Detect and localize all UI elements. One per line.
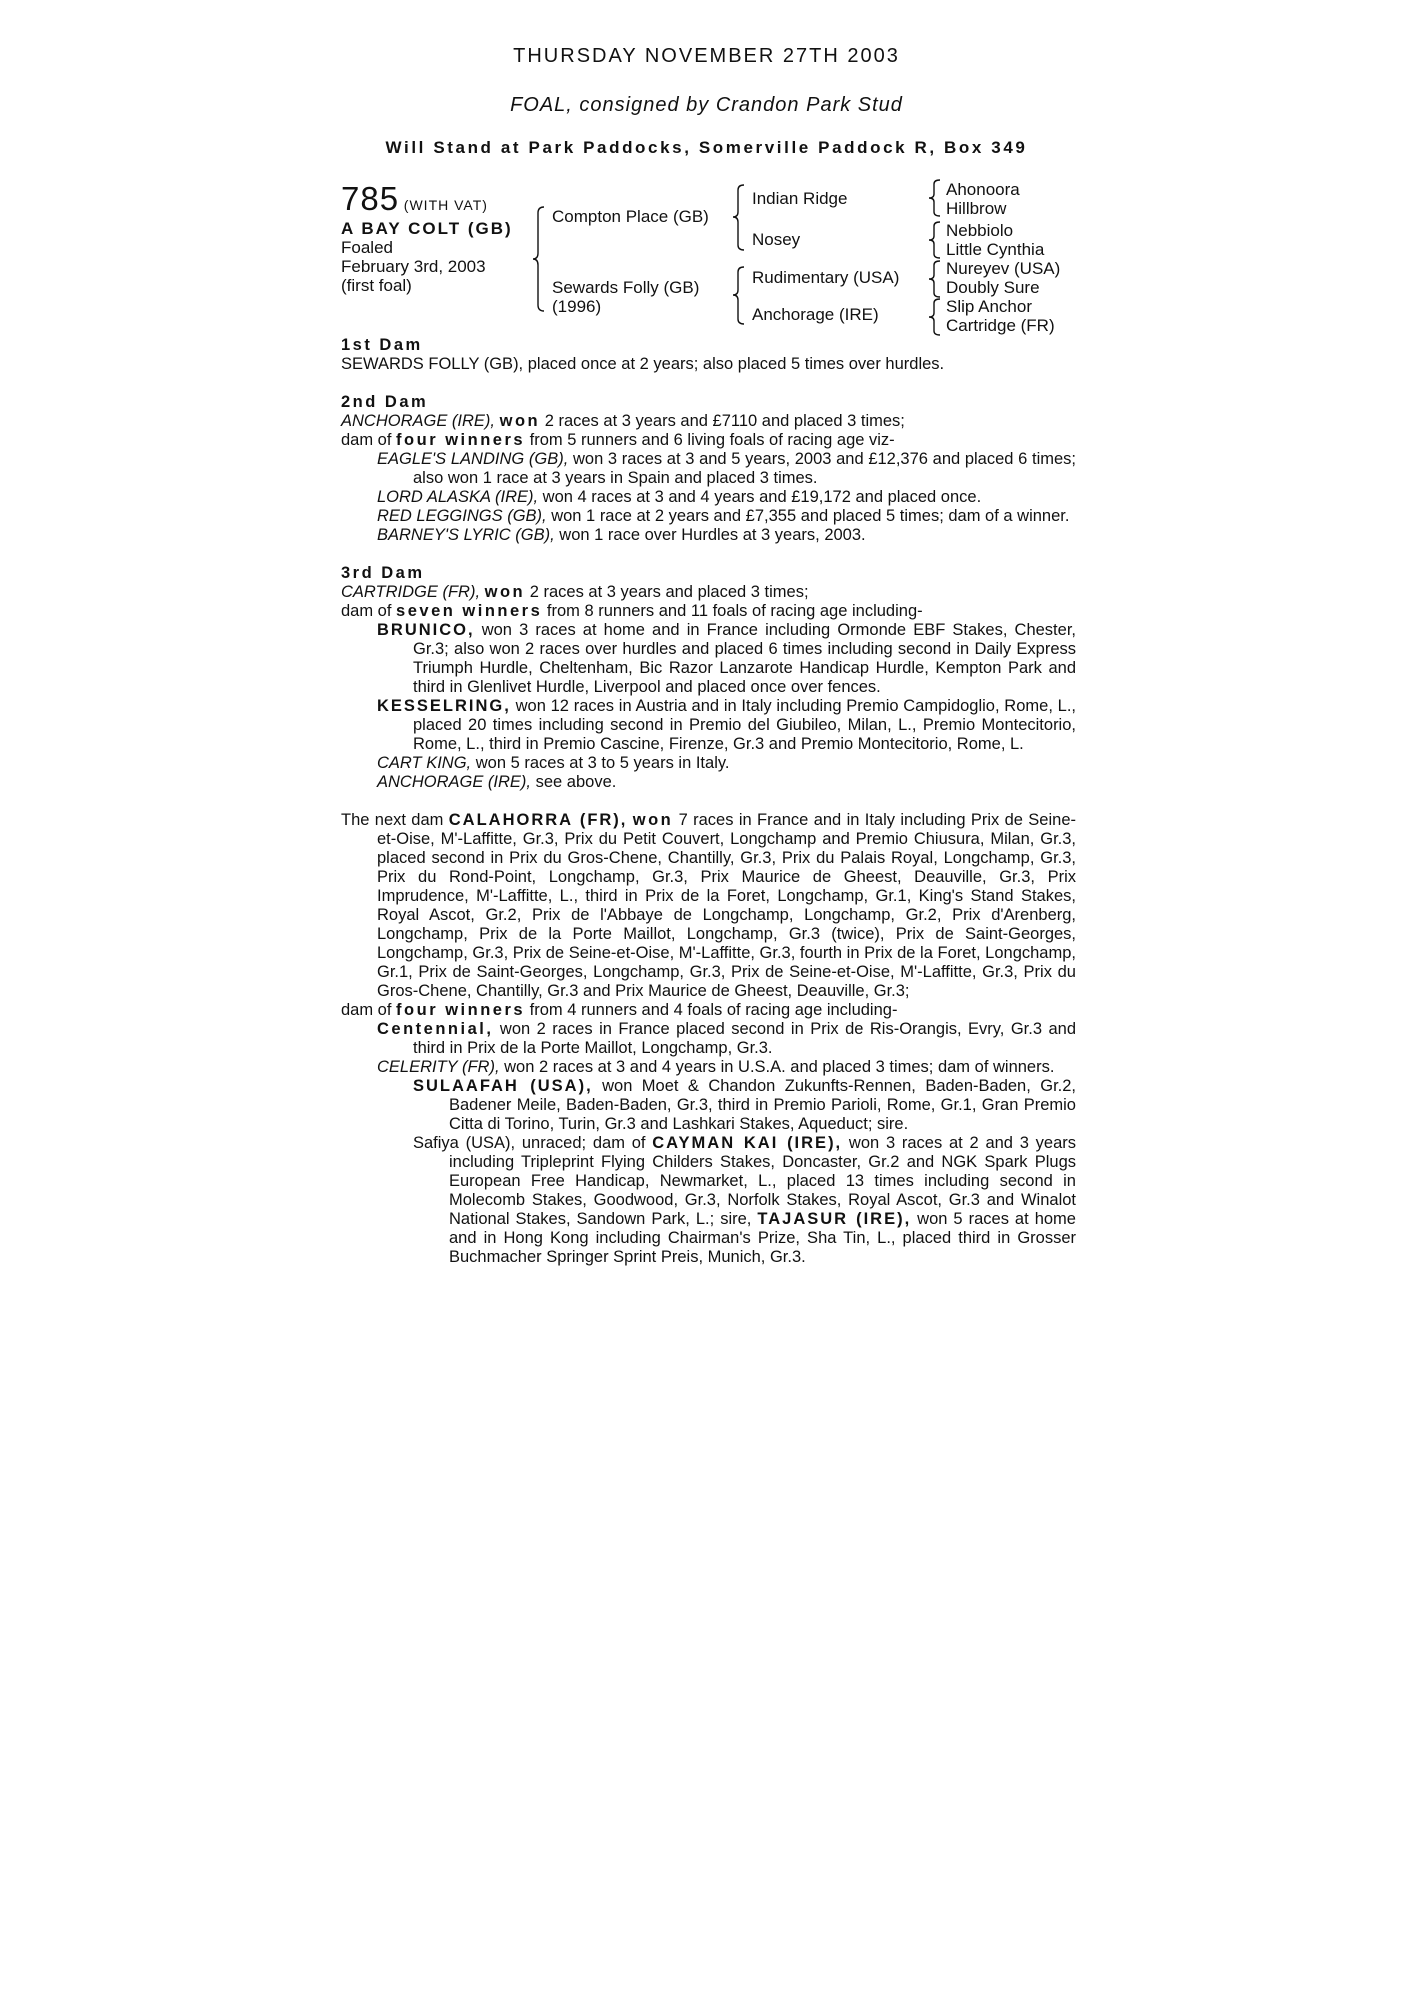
progeny-entry: [341, 754, 1076, 773]
won-word: won: [484, 583, 526, 601]
second-dam-name: ANCHORAGE (IRE),: [341, 412, 496, 430]
consignor-line: FOAL, consigned by Crandon Park Stud: [510, 94, 903, 116]
dam-of-label: dam of: [341, 602, 392, 620]
progeny-record: won 5 races at 3 to 5 years in Italy.: [475, 754, 730, 772]
ped-sds: Nebbiolo: [946, 221, 1014, 240]
progeny-name: KESSELRING,: [377, 697, 511, 715]
progeny-record: won 1 race at 2 years and £7,355 and placed 5 times; dam of a winner.: [551, 507, 1070, 525]
progeny-entry: [341, 1020, 1076, 1058]
ped-sss: Ahonoora: [946, 180, 1020, 199]
progeny-name: RED LEGGINGS (GB),: [377, 507, 547, 525]
brace-icon: [928, 297, 942, 339]
progeny-entry: [341, 697, 1076, 754]
progeny-entry: [341, 488, 1076, 507]
next-dam-name: CALAHORRA (FR),: [448, 811, 628, 829]
third-dam-record: [341, 583, 1076, 602]
grand-progeny-name: CAYMAN KAI (IRE),: [652, 1134, 843, 1152]
sale-date: THURSDAY NOVEMBER 27TH 2003: [513, 45, 900, 67]
winners-count: seven winners: [396, 602, 543, 620]
progeny-entry: [341, 1058, 1076, 1077]
foaled-date: February 3rd, 2003: [341, 257, 486, 276]
progeny-name: Centennial,: [377, 1020, 494, 1038]
progeny-entry: [341, 1077, 1076, 1134]
brace-icon: [928, 220, 942, 262]
dam-of-label: dam of: [341, 1001, 392, 1019]
won-word: won: [632, 811, 674, 829]
dam-year: (1996): [552, 297, 602, 316]
progeny-record: won 12 races in Austria and in Italy including Premio Campidoglio, Rome, L., placed 20 times including second in Premio del Giubileo, Milan, L., Premio Montecitorio, Rome, L., third in Premio Cascine, Firenze, Gr.3 and Premio Montecitorio, Rome, L.: [413, 697, 1076, 753]
progeny-entry: [341, 621, 1076, 697]
vat-note: (WITH VAT): [403, 197, 488, 213]
winners-count: four winners: [396, 1001, 526, 1019]
produce-record: [341, 336, 1076, 1267]
progeny-name: BRUNICO,: [377, 621, 475, 639]
progeny-record: won 4 races at 3 and 4 years and £19,172 and placed once.: [542, 488, 982, 506]
produce-summary: from 4 runners and 4 foals of racing age including-: [529, 1001, 898, 1019]
third-dam-races: 2 races at 3 years and placed 3 times;: [529, 583, 809, 601]
progeny-record: won 2 races in France placed second in Prix de Ris-Orangis, Evry, Gr.3 and third in Prix de la Porte Maillot, Longchamp, Gr.3.: [413, 1020, 1076, 1057]
progeny-record: see above.: [535, 773, 617, 791]
progeny-record: won 2 races at 3 and 4 years in U.S.A. and placed 3 times; dam of winners.: [504, 1058, 1055, 1076]
lot-number: 785: [341, 180, 400, 217]
next-dam-record: [341, 811, 1076, 1001]
progeny-record: won 5 races at home and in Hong Kong including Chairman's Prize, Sha Tin, L., placed third in Grosser Buchmacher Springer Sprint Preis, Munich, Gr.3.: [449, 1210, 1076, 1266]
foal-note: (first foal): [341, 276, 412, 295]
second-dam-produce: [341, 431, 1076, 450]
ped-dsd: Doubly Sure: [946, 278, 1040, 297]
progeny-record: won 3 races at 3 and 5 years, 2003 and £12,376 and placed 6 times; also won 1 race at 3 years in Spain and placed 3 times.: [413, 450, 1076, 487]
progeny-entry: [341, 773, 1076, 792]
progeny-entry: [341, 450, 1076, 488]
next-dam-races: 7 races in France and in Italy including Prix de Seine-et-Oise, M'-Laffitte, Gr.3, Prix du Petit Couvert, Longchamp and Premio Chiusura, Milan, Gr.3, placed second in Prix du Gros-Chene, Chantilly, Gr.3, Prix du Palais Royal, Longchamp, Gr.3, Prix du Rond-Point, Longchamp, Gr.3, Prix Maurice de Gheest, Deauville, Gr.3, Prix Imprudence, M'-Laffitte, L., third in Prix de la Foret, Longchamp, Gr.1, King's Stand Stakes, Royal Ascot, Gr.2, Prix de l'Abbaye de Longchamp, Longchamp, Gr.2, Prix d'Arenberg, Longchamp, Prix de la Porte Maillot, Longchamp, Gr.3 (twice), Prix de Saint-Georges, Longchamp, Gr.3, Prix de Seine-et-Oise, M'-Laffitte, Gr.3, fourth in Prix de la Foret, Longchamp, Gr.1, Prix de Saint-Georges, Longchamp, Gr.3, Prix de Seine-et-Oise, M'-Laffitte, Gr.3, Prix du Gros-Chene, Chantilly, Gr.3 and Prix Maurice de Gheest, Deauville, Gr.3;: [377, 811, 1076, 1000]
next-dam-produce: [341, 1001, 1076, 1020]
winners-count: four winners: [396, 431, 526, 449]
first-dam-heading: 1st Dam: [341, 336, 423, 354]
second-dam-heading: 2nd Dam: [341, 393, 429, 411]
sire-name: Compton Place (GB): [552, 207, 709, 226]
lot-details: [341, 181, 551, 295]
third-dam-produce: [341, 602, 1076, 621]
progeny-name: EAGLE'S LANDING (GB),: [377, 450, 569, 468]
ped-ssd: Hillbrow: [946, 199, 1007, 218]
produce-summary: from 8 runners and 11 foals of racing age including-: [546, 602, 923, 620]
progeny-entry: [341, 1134, 1076, 1267]
produce-summary: from 5 runners and 6 living foals of racing age viz-: [529, 431, 895, 449]
dam-of-label: dam of: [341, 431, 392, 449]
ped-sdd: Little Cynthia: [946, 240, 1045, 259]
next-dam-intro: The next dam: [341, 811, 444, 829]
progeny-name: CART KING,: [377, 754, 472, 772]
stand-location: Will Stand at Park Paddocks, Somerville Paddock R, Box 349: [385, 138, 1028, 157]
brace-icon: [732, 183, 746, 253]
won-word: won: [499, 412, 541, 430]
progeny-name: LORD ALASKA (IRE),: [377, 488, 539, 506]
progeny-name: SULAAFAH (USA),: [413, 1077, 593, 1095]
foaled-label: Foaled: [341, 238, 393, 257]
progeny-name: ANCHORAGE (IRE),: [377, 773, 532, 791]
dam-dam: Anchorage (IRE): [752, 305, 879, 324]
progeny-record: won 1 race over Hurdles at 3 years, 2003.: [559, 526, 866, 544]
progeny-name: BARNEY'S LYRIC (GB),: [377, 526, 555, 544]
progeny-name: Safiya (USA), unraced; dam of: [413, 1134, 646, 1152]
grand-progeny-name: TAJASUR (IRE),: [757, 1210, 912, 1228]
progeny-record: won Moet & Chandon Zukunfts-Rennen, Baden-Baden, Gr.2, Badener Meile, Baden-Baden, Gr.3, third in Premio Parioli, Rome, Gr.1, Gran Premio Citta di Torino, Turin, Gr.3 and Lashkari Stakes, Aqueduct; sire.: [449, 1077, 1077, 1133]
brace-icon: [532, 205, 546, 313]
third-dam-name: CARTRIDGE (FR),: [341, 583, 481, 601]
brace-icon: [732, 265, 746, 327]
ped-dss: Nureyev (USA): [946, 259, 1061, 278]
progeny-entry: [341, 526, 1076, 545]
dam-sire: Rudimentary (USA): [752, 268, 900, 287]
third-dam-heading: 3rd Dam: [341, 564, 425, 582]
lot-description: A BAY COLT (GB): [341, 219, 513, 238]
brace-icon: [928, 178, 942, 220]
progeny-record: won 3 races at 2 and 3 years including Tripleprint Flying Childers Stakes, Doncaster, Gr.2 and NGK Spark Plugs European Free Handicap, Newmarket, L., placed 13 times including second in Molecomb Stakes, Goodwood, Gr.3, Norfolk Stakes, Royal Ascot, Gr.3 and Winalot National Stakes, Sandown Park, L.; sire,: [449, 1134, 1077, 1228]
dam-name: Sewards Folly (GB): [552, 278, 700, 297]
ped-dds: Slip Anchor: [946, 297, 1032, 316]
sire-dam: Nosey: [752, 230, 801, 249]
ped-ddd: Cartridge (FR): [946, 316, 1055, 335]
second-dam-record: [341, 412, 1076, 431]
second-dam-races: 2 races at 3 years and £7110 and placed 3 times;: [544, 412, 905, 430]
progeny-name: CELERITY (FR),: [377, 1058, 500, 1076]
progeny-entry: [341, 507, 1076, 526]
sire-sire: Indian Ridge: [752, 189, 848, 208]
progeny-record: won 3 races at home and in France including Ormonde EBF Stakes, Chester, Gr.3; also won 2 races over hurdles and placed 6 times including second in Daily Express Triumph Hurdle, Cheltenham, Bic Razor Lanzarote Handicap Hurdle, Kempton Park and third in Glenlivet Hurdle, Liverpool and placed once over fences.: [413, 621, 1076, 696]
brace-icon: [928, 259, 942, 301]
first-dam-text: SEWARDS FOLLY (GB), placed once at 2 years; also placed 5 times over hurdles.: [341, 355, 945, 373]
